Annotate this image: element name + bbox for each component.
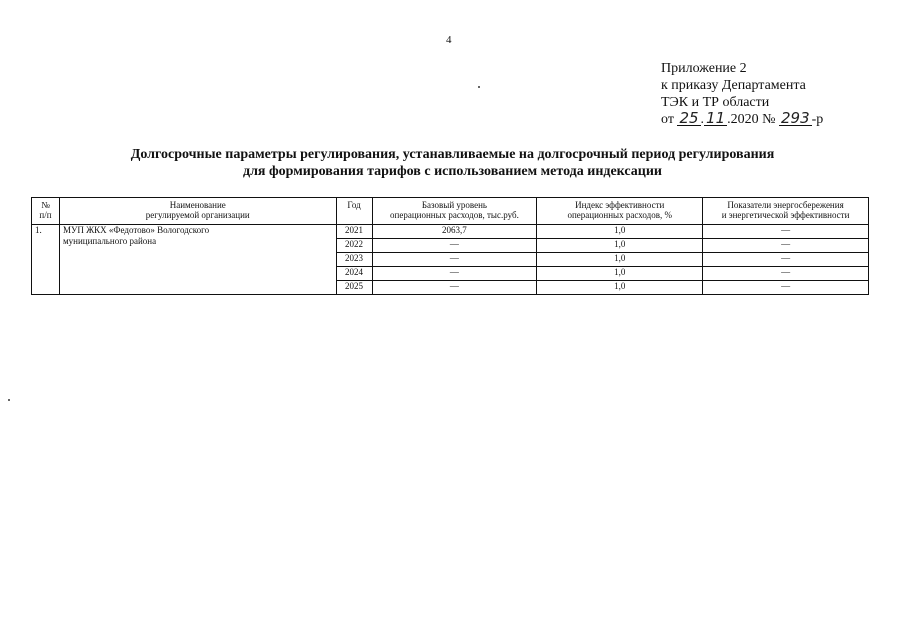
table-row: [32, 225, 869, 239]
header-energy-line2: и энергетической эффективности: [721, 210, 850, 220]
title-line-1: Долгосрочные параметры регулирования, устанавливаемые на долгосрочный период регулирования: [130, 147, 775, 162]
from-label: от: [661, 112, 674, 127]
cell-energy-indicator: —: [703, 225, 869, 239]
appendix-order-ref: к приказу Департамента: [661, 78, 806, 93]
header-organization-line1: Наименование: [169, 200, 226, 210]
handwritten-order-number: 293: [780, 109, 810, 127]
order-suffix: -р: [811, 112, 824, 127]
cell-energy-indicator: —: [703, 253, 869, 267]
header-base-line1: Базовый уровень: [421, 200, 487, 210]
cell-year: 2025: [336, 281, 372, 295]
header-number-line2: п/п: [39, 210, 52, 220]
title-line-2: для формирования тарифов с использованием метода индексации: [242, 164, 662, 179]
cell-base-level: 2063,7: [372, 225, 537, 239]
table-header-row: [32, 198, 869, 225]
header-organization: [59, 198, 336, 225]
header-energy-indicators: [703, 198, 869, 225]
cell-efficiency-index: 1,0: [537, 267, 703, 281]
cell-energy-indicator: —: [703, 239, 869, 253]
header-year: Год: [336, 198, 372, 225]
header-base-level: [372, 198, 537, 225]
cell-energy-indicator: —: [703, 281, 869, 295]
header-index-line1: Индекс эффективности: [575, 200, 665, 210]
header-number-line1: №: [41, 200, 50, 210]
appendix-date-line: [661, 111, 823, 128]
handwritten-month: 11: [706, 109, 726, 127]
parameters-table: [31, 197, 869, 295]
scan-speck: [478, 86, 480, 88]
cell-year: 2024: [336, 267, 372, 281]
cell-efficiency-index: 1,0: [537, 253, 703, 267]
header-number: [32, 198, 60, 225]
header-index-line2: операционных расходов, %: [567, 210, 672, 220]
document-title: [0, 146, 905, 180]
cell-efficiency-index: 1,0: [537, 239, 703, 253]
organization-name: [59, 225, 336, 295]
appendix-title: Приложение 2: [661, 61, 747, 76]
year-and-number-label: .2020 №: [727, 112, 776, 127]
cell-year: 2023: [336, 253, 372, 267]
organization-name-line1: МУП ЖКХ «Федотово» Вологодского: [62, 225, 210, 235]
cell-energy-indicator: —: [703, 267, 869, 281]
organization-name-line2: муниципального района: [62, 236, 157, 246]
header-efficiency-index: [537, 198, 703, 225]
cell-base-level: —: [372, 253, 537, 267]
appendix-department: ТЭК и ТР области: [661, 95, 770, 110]
page-number: 4: [446, 34, 452, 46]
cell-efficiency-index: 1,0: [537, 225, 703, 239]
cell-base-level: —: [372, 239, 537, 253]
date-separator: .: [700, 112, 705, 127]
row-number: 1.: [32, 225, 60, 295]
cell-base-level: —: [372, 281, 537, 295]
header-organization-line2: регулируемой организации: [145, 210, 250, 220]
appendix-block: [661, 60, 823, 128]
header-base-line2: операционных расходов, тыс.руб.: [390, 210, 519, 220]
cell-year: 2021: [336, 225, 372, 239]
header-energy-line1: Показатели энергосбережения: [727, 200, 844, 210]
handwritten-day: 25: [679, 109, 699, 127]
cell-efficiency-index: 1,0: [537, 281, 703, 295]
cell-year: 2022: [336, 239, 372, 253]
cell-base-level: —: [372, 267, 537, 281]
scan-speck: [8, 399, 10, 401]
